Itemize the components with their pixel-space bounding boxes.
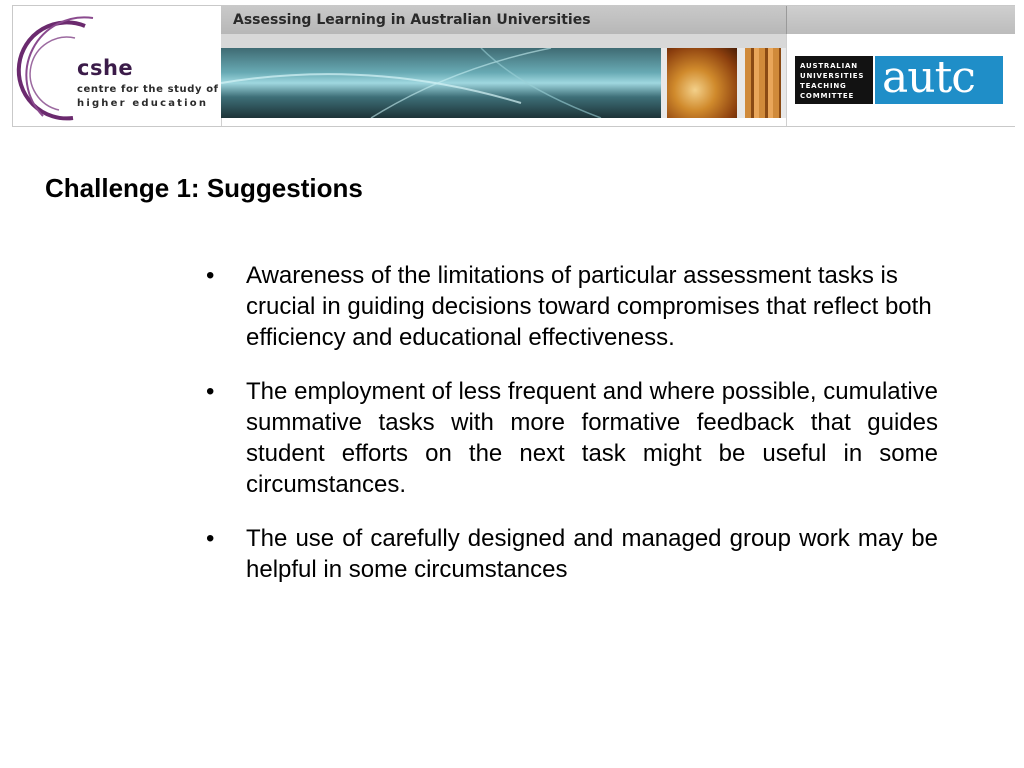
autc-abbrev: autc	[882, 52, 975, 103]
cshe-abbrev: cshe	[77, 56, 134, 80]
autc-line-3: TEACHING	[800, 82, 847, 90]
cshe-logo	[13, 6, 222, 126]
slide-title: Challenge 1: Suggestions	[45, 173, 363, 203]
banner-image-texture	[745, 48, 781, 118]
autc-wordmark	[875, 52, 1003, 104]
banner-image-key	[667, 48, 737, 118]
bullet-text: The use of carefully designed and managed group work may be helpful in some circumstances	[246, 525, 938, 583]
bullet-text: Awareness of the limitations of particular assessment tasks is crucial in guiding decisions toward compromises that reflect both efficiency and educational effectiveness.	[246, 262, 932, 351]
banner-photo-strip	[221, 48, 786, 118]
autc-line-2: UNIVERSITIES	[800, 72, 865, 80]
header-banner	[12, 5, 1015, 127]
banner-title: Assessing Learning in Australian Universities	[233, 12, 591, 28]
autc-line-1: AUSTRALIAN	[800, 62, 858, 70]
list-item	[206, 523, 938, 585]
list-item	[206, 376, 938, 500]
autc-logo	[786, 34, 1015, 126]
bullet-text: The employment of less frequent and where possible, cumulative summative tasks with more formative feedback that guides student efforts on the next task might be useful in some circumstances.	[246, 378, 938, 498]
bullet-glyph: •	[206, 262, 215, 289]
autc-line-4: COMMITTEE	[800, 92, 855, 100]
cshe-line-1: centre for the study of	[77, 84, 219, 95]
banner-image-abstract	[221, 48, 661, 118]
bullet-list	[206, 260, 938, 608]
bullet-glyph: •	[206, 525, 215, 552]
list-item	[206, 260, 938, 353]
autc-org-name	[795, 56, 873, 104]
bullet-glyph: •	[206, 378, 215, 405]
banner-divider	[221, 34, 786, 49]
cshe-line-2: higher education	[77, 98, 209, 109]
banner-right-strip	[786, 6, 1015, 35]
banner-title-strip	[221, 6, 786, 35]
